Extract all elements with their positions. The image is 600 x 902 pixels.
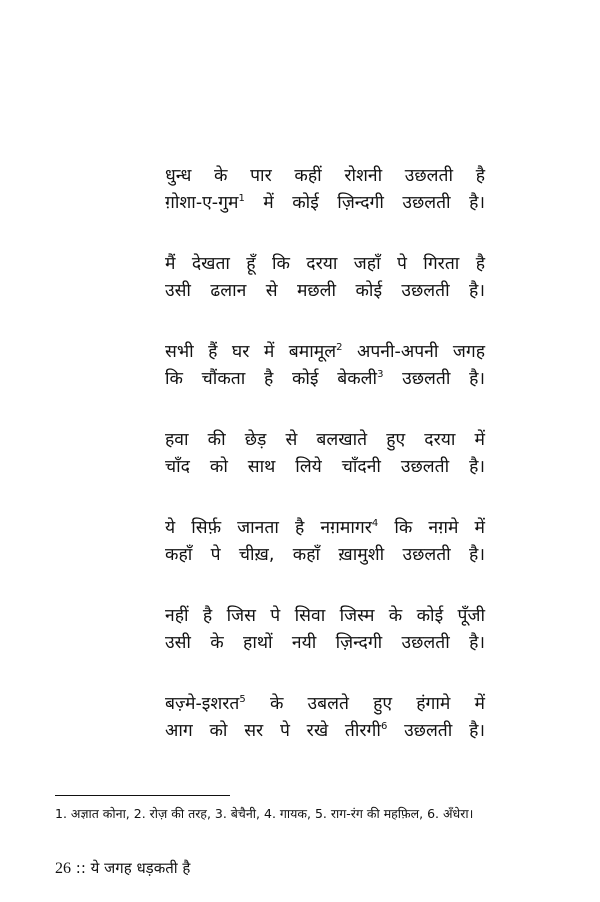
line-text: कि नग़मे में — [378, 518, 485, 538]
stanza — [165, 339, 485, 393]
line-text: में कोई ज़िन्दगी उछलती है। — [244, 193, 485, 213]
poem-line — [165, 691, 485, 718]
line-text: नहीं है जिस पे सिवा जिस्म के कोई पूँजी — [165, 606, 485, 626]
stanza — [165, 163, 485, 217]
line-text: कि चौंकता है कोई बेकली — [165, 369, 378, 389]
page-footer — [55, 858, 190, 878]
stanza — [165, 251, 485, 305]
poem-line — [165, 515, 485, 542]
footnote-marker: 5 — [239, 694, 246, 706]
line-text: सभी हैं घर में बमामूल — [165, 342, 337, 362]
footnote-marker: 1 — [238, 193, 245, 205]
poem-line — [165, 603, 485, 630]
footnote-marker: 6 — [380, 721, 388, 733]
poem-line — [165, 630, 485, 657]
poem-line — [165, 427, 485, 454]
line-text: ये सिर्फ़ जानता है नग़मागर — [165, 518, 372, 538]
line-text: के उबलते हुए हंगामे में — [245, 694, 485, 714]
poem-line — [165, 339, 485, 366]
line-text: हवा की छेड़ से बलखाते हुए दरया में — [165, 430, 485, 450]
poem-line — [165, 190, 485, 217]
footnote-marker: 2 — [336, 342, 343, 354]
line-text: उसी के हाथों नयी ज़िन्दगी उछलती है। — [165, 633, 485, 653]
poem — [165, 163, 485, 779]
page-number: 26 — [55, 860, 71, 877]
stanza — [165, 427, 485, 481]
poem-line — [165, 542, 485, 569]
poem-line — [165, 718, 485, 745]
line-text: आग को सर पे रखे तीरगी — [165, 721, 381, 741]
line-text: धुन्ध के पार कहीं रोशनी उछलती है — [165, 166, 485, 186]
footer-separator: :: — [75, 859, 86, 877]
poem-line — [165, 278, 485, 305]
footnotes: 1. अज्ञात कोना, 2. रोज़ की तरह, 3. बेचैनी, 4. गायक, 5. राग-रंग की महफ़िल, 6. अँधेरा। — [55, 806, 474, 821]
footnote-marker: 4 — [371, 518, 379, 530]
line-text: चाँद को साथ लिये चाँदनी उछलती है। — [165, 457, 485, 477]
poem-line — [165, 163, 485, 190]
book-title: ये जगह धड़कती है — [90, 859, 191, 877]
poem-line — [165, 251, 485, 278]
footnote-rule — [55, 795, 230, 796]
line-text: बज़्मे-इशरत — [165, 694, 240, 714]
stanza — [165, 691, 485, 745]
line-text: उसी ढलान से मछली कोई उछलती है। — [165, 281, 485, 301]
line-text: उछलती है। — [383, 369, 485, 389]
stanza — [165, 603, 485, 657]
line-text: कहाँ पे चीख़, कहाँ ख़ामुशी उछलती है। — [165, 545, 485, 565]
line-text: ग़ोशा-ए-गुम — [165, 193, 239, 213]
poem-line — [165, 366, 485, 393]
line-text: उछलती है। — [387, 721, 485, 741]
poem-line — [165, 454, 485, 481]
stanza — [165, 515, 485, 569]
line-text: मैं देखता हूँ कि दरया जहाँ पे गिरता है — [165, 254, 485, 274]
footnote-marker: 3 — [377, 369, 384, 381]
line-text: अपनी-अपनी जगह — [342, 342, 485, 362]
